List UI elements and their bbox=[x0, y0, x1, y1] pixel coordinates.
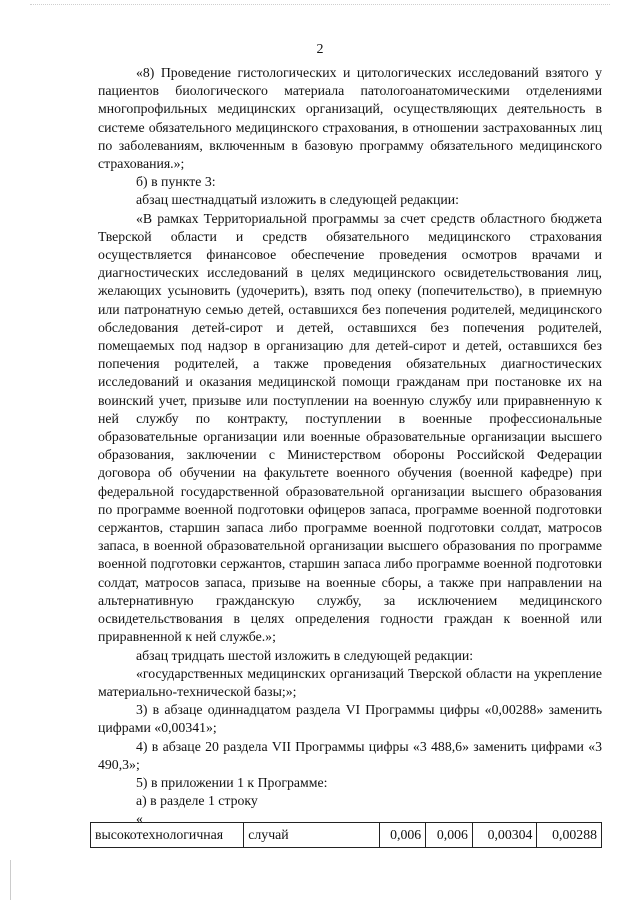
scan-artifact-left bbox=[10, 860, 11, 900]
paragraph-quoted-text: «В рамках Территориальной программы за счет средств областного бюджета Тверской области и средств обязательного медицинского страхования осуществляется финансовое обеспечение проведения осмотров врачами и диагностических исследований в целях медицинского освидетельствования лиц, желающих усыновить (удочерить), взять под опеку (попечительство), в приемную или патронатную семью детей, оставшихся без попечения родителей, медицинского обследования детей-сирот и детей, оставшихся без попечения родителей, помещаемых под надзор в организацию для детей-сирот и детей, оставшихся без попечения родителей, а также проведения обязательных диагностических исследований и оказания медицинской помощи гражданам при постановке их на воинский учет, призыве или поступлении на военную службу или приравненную к ней службу по контракту, поступлении в военные профессиональные образовательные организации или военные образовательные организации высшего образования, заключении с Министерством обороны Российской Федерации договора об обучении на факультете военного обучения (военной кафедре) при федеральной государственной образовательной организации высшего образования по программе военной подготовки офицеров запаса, программе военной подготовки сержантов, старшин запаса либо программе военной подготовки солдат, матросов запаса, в военной образовательной организации высшего образования по программе военной подготовки сержантов, старшин запаса либо программе военной подготовки солдат, матросов запаса, призыве на военные сборы, а также при направлении на альтернативную гражданскую службу, за исключением медицинского освидетельствования в целях определения годности граждан к военной или приравненной к ней службе.»; bbox=[98, 210, 602, 645]
paragraph-instruction-16: абзац шестнадцатый изложить в следующей редакции: bbox=[136, 192, 459, 208]
table-cell-value-2: 0,006 bbox=[426, 823, 473, 848]
data-table bbox=[90, 822, 602, 848]
scan-artifact-top bbox=[30, 4, 610, 8]
paragraph-quoted-36: «государственных медицинских организаций Тверской области на укрепление материально-технической базы;»; bbox=[98, 665, 602, 699]
paragraph-item-3: 3) в абзаце одиннадцатом раздела VI Программы цифры «0,00288» заменить цифрами «0,00341»; bbox=[98, 702, 602, 736]
table-cell-name: высокотехнологичная bbox=[91, 823, 244, 848]
paragraph-subitem-a: а) в разделе 1 строку bbox=[136, 793, 258, 809]
paragraph-item-4: 4) в абзаце 20 раздела VII Программы цифры «3 488,6» заменить цифрами «3 490,3»; bbox=[98, 738, 602, 772]
paragraph-item-8: «8) Проведение гистологических и цитологических исследований взятого у пациентов биологического материала патологоанатомическими отделениями многопрофильных медицинских организаций, осуществляющих деятельность в системе обязательного медицинского страхования, в отношении застрахованных лиц по заболеваниям, включенным в базовую программу обязательного медицинского страхования.»; bbox=[98, 65, 602, 172]
paragraph-subitem-b: б) в пункте 3: bbox=[136, 174, 216, 190]
table-row bbox=[91, 823, 602, 848]
table-cell-unit: случай bbox=[244, 823, 379, 848]
paragraph-instruction-36: абзац тридцать шестой изложить в следующей редакции: bbox=[136, 647, 474, 663]
quote-open-mark: « bbox=[136, 811, 143, 827]
table-cell-value-1: 0,006 bbox=[379, 823, 426, 848]
document-body bbox=[98, 64, 602, 829]
table-cell-value-3: 0,00304 bbox=[472, 823, 537, 848]
page-number: 2 bbox=[316, 42, 324, 57]
paragraph-item-5: 5) в приложении 1 к Программе: bbox=[136, 774, 328, 790]
table-cell-value-4: 0,00288 bbox=[537, 823, 602, 848]
